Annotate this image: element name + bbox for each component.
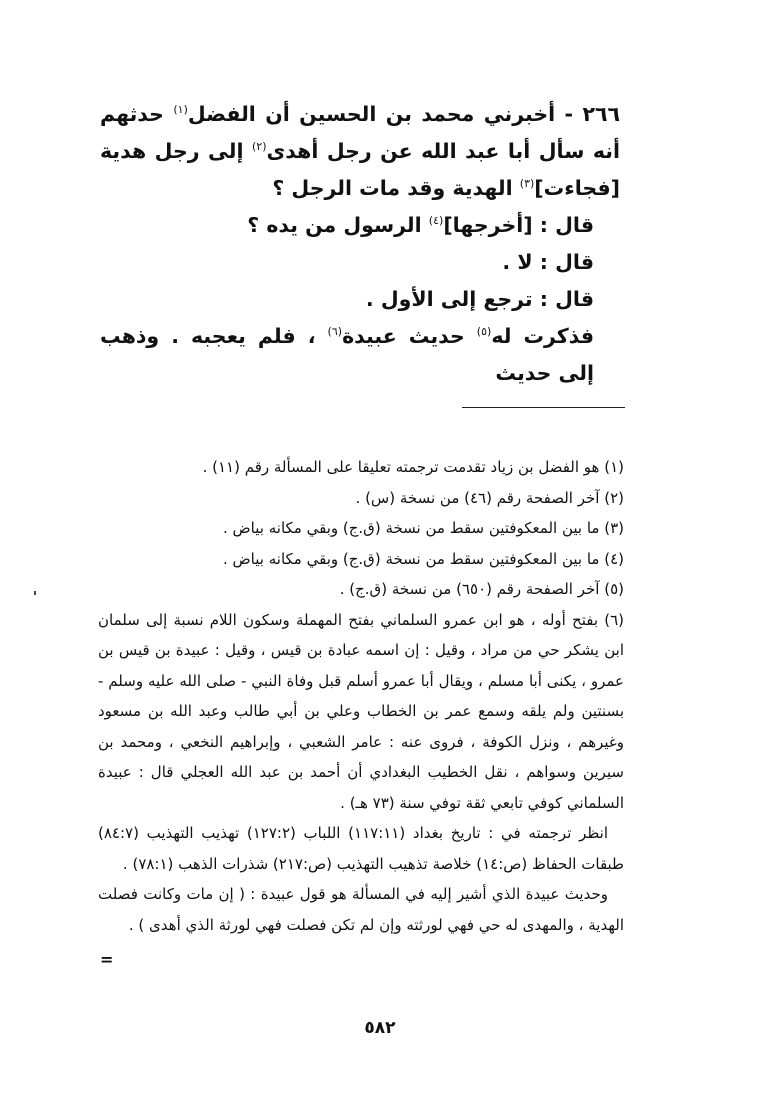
text-segment: الرسول من يده ؟: [247, 213, 429, 237]
footnote-ref-6: (٦): [327, 325, 343, 339]
narration-line: [100, 318, 620, 392]
ruling-line: قال : ترجع إلى الأول .: [365, 287, 594, 311]
footnote-separator: [462, 407, 625, 408]
text-segment: قال : [أخرجها]: [443, 213, 594, 237]
footnote-4: (٤) ما بين المعكوفتين سقط من نسخة (ق.ج) وبقي مكانه بياض .: [223, 549, 624, 568]
footnote-2: (٢) آخر الصفحة رقم (٤٦) من نسخة (س) .: [355, 488, 624, 507]
text-segment: حديث عبيدة: [342, 324, 477, 348]
footnote-5: (٥) آخر الصفحة رقم (٦٥٠) من نسخة (ق.ج) .: [339, 580, 624, 598]
footnote-ref-3: (٣): [519, 177, 535, 191]
footnote-ref-4: (٤): [428, 214, 444, 228]
text-segment: ، فلم يعجبه . وذهب إلى حديث: [100, 324, 594, 385]
question-line: [100, 207, 620, 244]
page-number: ٥٨٢: [364, 1018, 396, 1038]
hadith-paragraph: وحديث عبيدة الذي أشير إليه في المسألة هو قول عبيدة : ( إن مات وكانت فصلت الهدية ، والمهدى له حي فهي لورثته وإن لم تكن فصلت فهي لورثة الذي أهدى ) .: [98, 885, 624, 934]
footnote-ref-2: (٢): [251, 140, 267, 154]
answer-line: قال : لا .: [502, 250, 594, 274]
text-segment: حدثهم أنه سأل أبا عبد الله عن رجل أهدى: [100, 102, 620, 163]
text-segment: إلى رجل هدية [فجاءت]: [100, 139, 620, 200]
margin-speck: [34, 591, 36, 595]
footnote-ref-5: (٥): [476, 325, 492, 339]
footnotes: [98, 452, 624, 940]
text-segment: فذكرت له: [491, 324, 594, 348]
text-segment: ٢٦٦ - أخبرني محمد بن الحسين أن الفضل: [187, 102, 621, 126]
references-paragraph: انظر ترجمته في : تاريخ بغداد (١١٧:١١) اللباب (١٢٧:٢) تهذيب التهذيب (٨٤:٧) طبقات الحفاظ (ص:١٤) خلاصة تذهيب التهذيب (ص:٢١٧) شذرات الذهب (٧٨:١) .: [98, 824, 624, 873]
continuation-mark: =: [100, 950, 114, 969]
footnote-ref-1: (١): [173, 103, 188, 117]
text-segment: الهدية وقد مات الرجل ؟: [272, 176, 520, 200]
footnote-3: (٣) ما بين المعكوفتين سقط من نسخة (ق.ج) وبقي مكانه بياض .: [223, 519, 624, 537]
footnote-1: (١) هو الفضل بن زياد تقدمت ترجمته تعليقا على المسألة رقم (١١) .: [202, 458, 624, 476]
footnote-6: (٦) بفتح أوله ، هو ابن عمرو السلماني بفتح المهملة وسكون اللام نسبة إلى سلمان ابن يشكر حي من مراد ، وقيل : إن اسمه عبادة بن قيس ، وقيل : عبيدة بن قيس بن عمرو ، يكنى أبا مسلم ، ويقال أبا عمرو أسلم قبل وفاة النبي - صلى الله عليه وسلم - بسنتين ولم يلقه وسمع عمر بن الخطاب وعلي بن أبي طالب وعبد الله بن مسعود وغيرهم ، ونزل الكوفة ، فروى عنه : عامر الشعبي ، وإبراهيم النخعي ، ومحمد بن سيرين وسواهم ، نقل الخطيب البغدادي أن أحمد بن عبد الله العجلي قال : عبيدة السلماني كوفي تابعي ثقة توفي سنة (٧٣ هـ) .: [98, 610, 624, 812]
main-text: [100, 96, 620, 392]
paragraph-266: [100, 96, 620, 207]
